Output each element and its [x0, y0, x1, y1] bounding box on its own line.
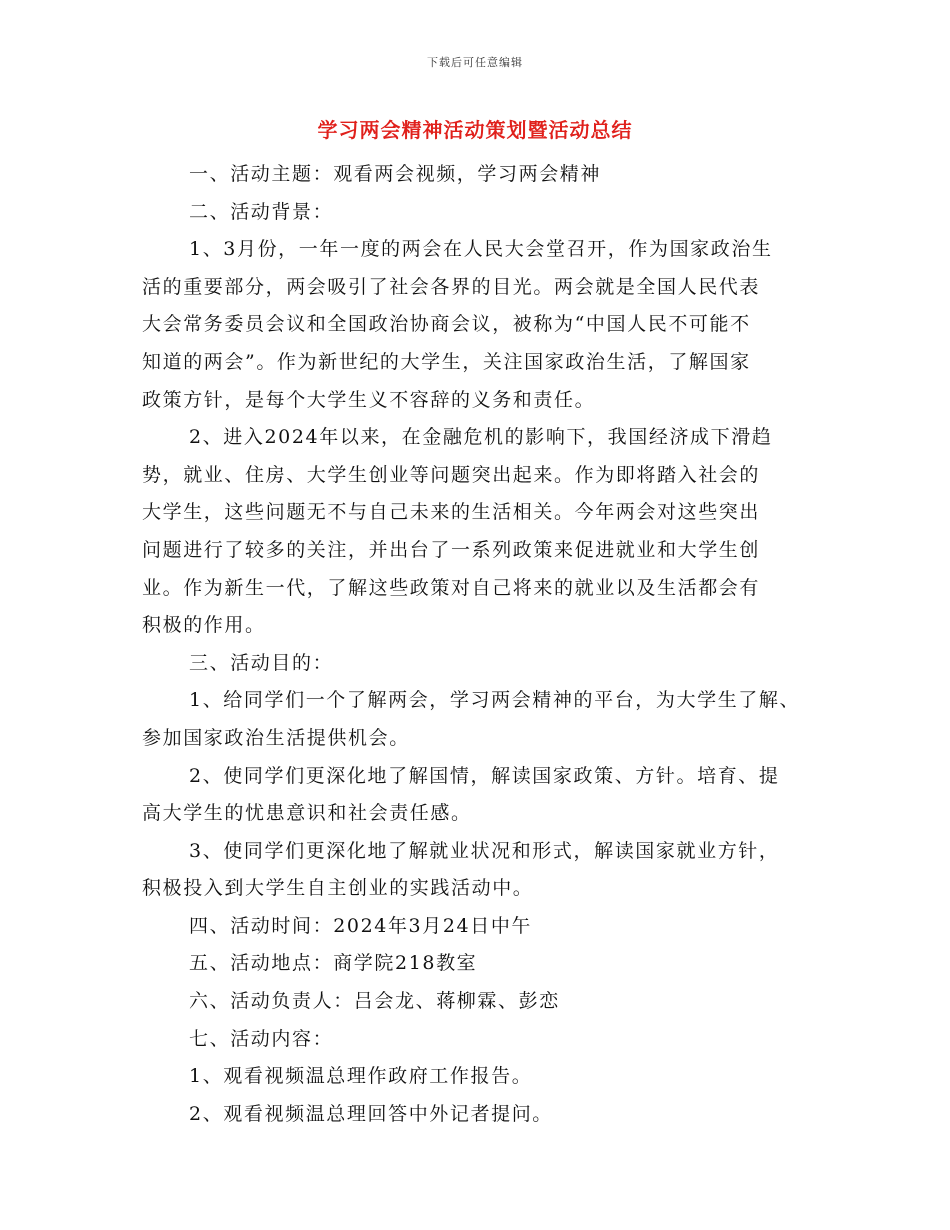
paragraph-line: 积极的作用。 [142, 614, 266, 637]
paragraph-line: 问题进行了较多的关注，并出台了一系列政策来促进就业和大学生创 [142, 538, 761, 561]
paragraph-line: 高大学生的忧患意识和社会责任感。 [142, 802, 472, 825]
paragraph-line: 三、活动目的： [189, 651, 334, 674]
paragraph-line: 知道的两会”。作为新世纪的大学生，关注国家政治生活，了解国家 [142, 350, 751, 373]
paragraph-line: 3、使同学们更深化地了解就业状况和形式，解读国家就业方针， [189, 839, 780, 862]
paragraph-line: 2、进入2024年以来，在金融危机的影响下，我国经济成下滑趋 [189, 426, 773, 449]
paragraph-line: 1、3月份，一年一度的两会在人民大会堂召开，作为国家政治生 [189, 238, 773, 261]
paragraph-line: 大学生，这些问题无不与自己未来的生活相关。今年两会对这些突出 [142, 501, 761, 524]
paragraph-line: 势，就业、住房、大学生创业等问题突出起来。作为即将踏入社会的 [142, 463, 761, 486]
paragraph-line: 政策方针，是每个大学生义不容辞的义务和责任。 [142, 388, 596, 411]
paragraph-line: 参加国家政治生活提供机会。 [142, 726, 410, 749]
paragraph-line: 积极投入到大学生自主创业的实践活动中。 [142, 877, 534, 900]
paragraph-line: 1、给同学们一个了解两会，学习两会精神的平台，为大学生了解、 [189, 689, 801, 712]
document-body [142, 156, 832, 1133]
paragraph-line: 业。作为新生一代，了解这些政策对自己将来的就业以及生活都会有 [142, 576, 761, 599]
document-title: 学习两会精神活动策划暨活动总结 [317, 118, 633, 142]
paragraph-line: 2、使同学们更深化地了解国情，解读国家政策、方针。培育、提 [189, 764, 780, 787]
paragraph-line: 一、活动主题：观看两会视频，学习两会精神 [189, 163, 602, 185]
paragraph-line: 四、活动时间：2024年3月24日中午 [189, 914, 533, 937]
paragraph-line: 六、活动负责人：吕会龙、蒋柳霖、彭恋 [189, 990, 560, 1013]
paragraph-line: 二、活动背景： [189, 200, 334, 223]
paragraph-line: 活的重要部分，两会吸引了社会各界的目光。两会就是全国人民代表 [142, 275, 761, 298]
paragraph-line: 1、观看视频温总理作政府工作报告。 [189, 1065, 533, 1088]
paragraph-line: 大会常务委员会议和全国政治协商会议，被称为“中国人民不可能不 [142, 313, 751, 336]
paragraph-line: 2、观看视频温总理回答中外记者提问。 [189, 1102, 553, 1125]
paragraph-line: 七、活动内容： [189, 1027, 334, 1050]
header-note: 下载后可任意编辑 [427, 56, 523, 69]
paragraph-line: 五、活动地点：商学院218教室 [189, 952, 478, 975]
